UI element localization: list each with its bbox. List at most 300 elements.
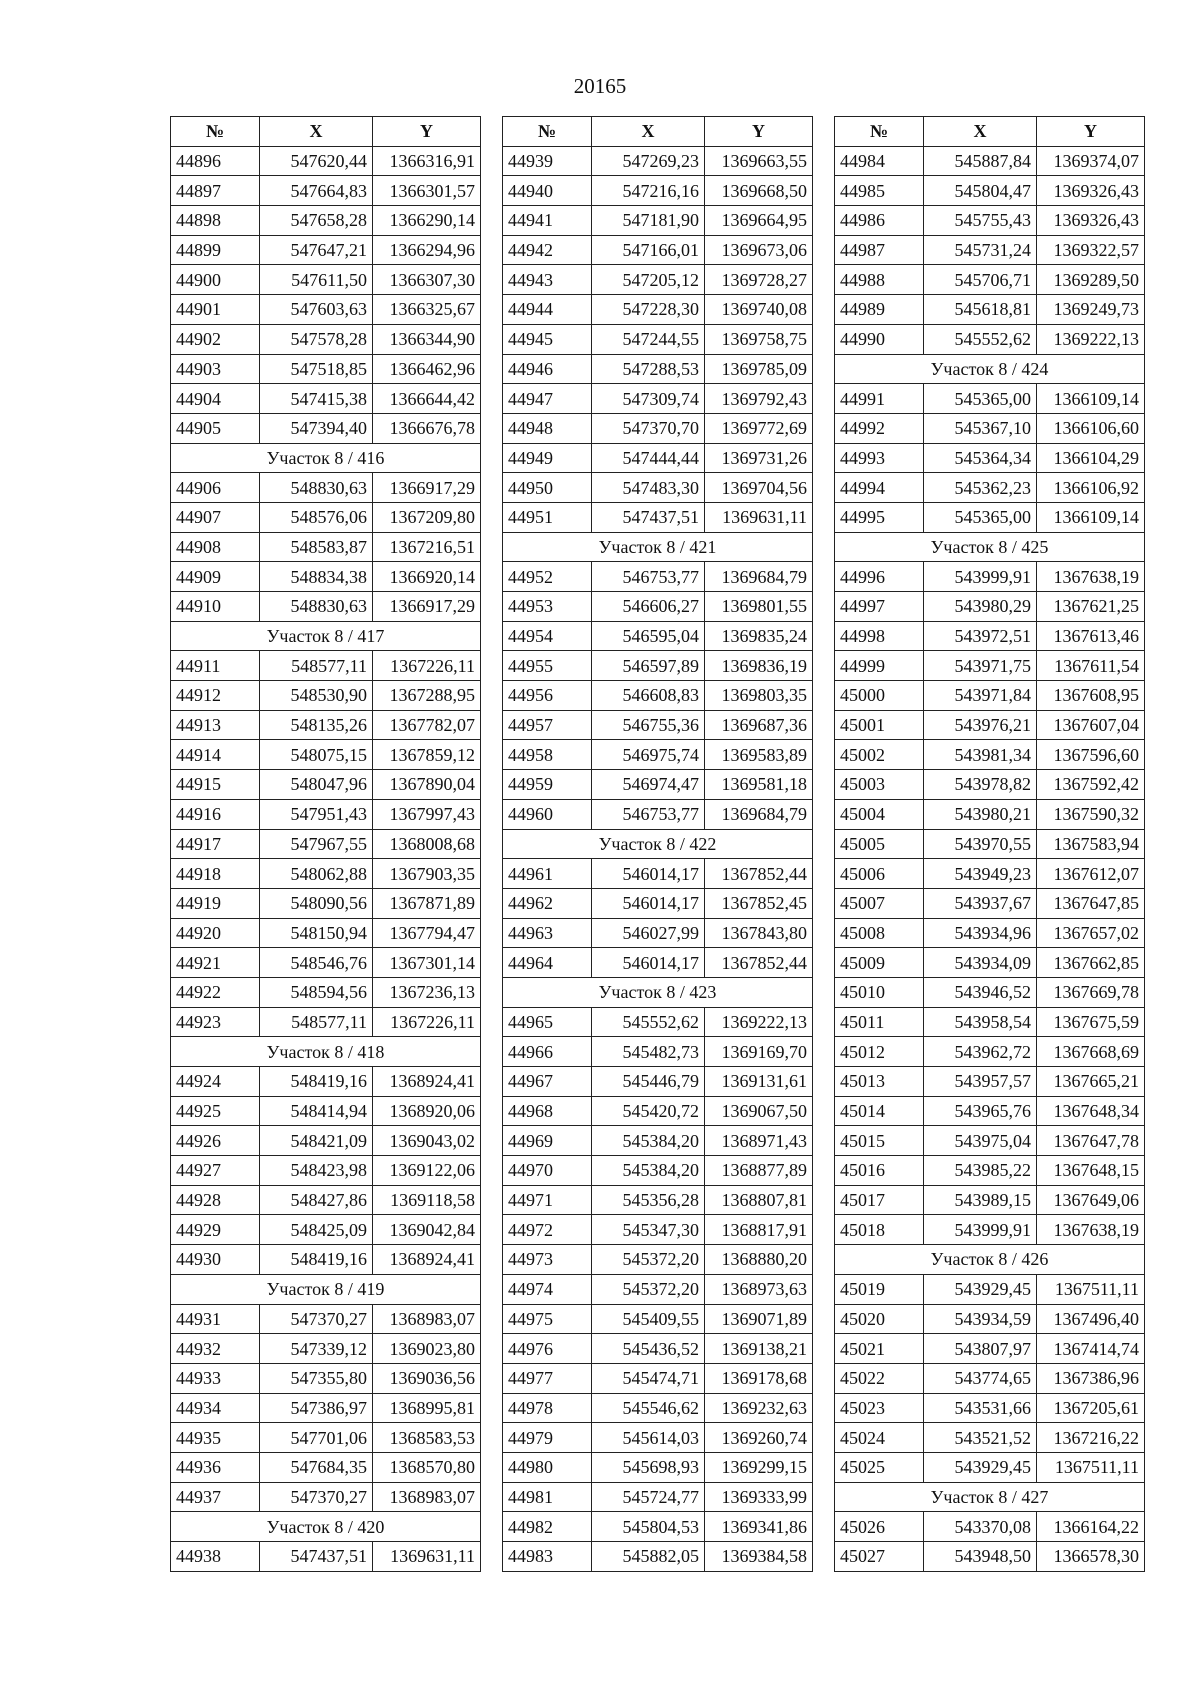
y-coordinate: 1368973,63 xyxy=(705,1274,813,1304)
table-row xyxy=(835,265,1145,295)
y-coordinate: 1368583,53 xyxy=(373,1423,481,1453)
x-coordinate: 543980,21 xyxy=(924,799,1037,829)
x-coordinate: 548425,09 xyxy=(260,1215,373,1245)
x-coordinate: 545552,62 xyxy=(924,324,1037,354)
section-row xyxy=(171,621,481,651)
x-coordinate: 545420,72 xyxy=(592,1096,705,1126)
point-number: 44949 xyxy=(503,443,592,473)
point-number: 44961 xyxy=(503,859,592,889)
y-coordinate: 1366917,29 xyxy=(373,592,481,622)
point-number: 45002 xyxy=(835,740,924,770)
x-coordinate: 543929,45 xyxy=(924,1452,1037,1482)
x-coordinate: 547578,28 xyxy=(260,324,373,354)
y-coordinate: 1369289,50 xyxy=(1037,265,1145,295)
point-number: 44967 xyxy=(503,1067,592,1097)
y-coordinate: 1369772,69 xyxy=(705,413,813,443)
point-number: 44994 xyxy=(835,473,924,503)
x-coordinate: 545614,03 xyxy=(592,1423,705,1453)
y-coordinate: 1367611,54 xyxy=(1037,651,1145,681)
table-row xyxy=(503,1452,813,1482)
point-number: 45014 xyxy=(835,1096,924,1126)
y-coordinate: 1369249,73 xyxy=(1037,295,1145,325)
table-row xyxy=(835,1156,1145,1186)
y-coordinate: 1369687,36 xyxy=(705,710,813,740)
x-coordinate: 546608,83 xyxy=(592,681,705,711)
table-row xyxy=(835,1185,1145,1215)
table-row xyxy=(171,1185,481,1215)
table-header-row xyxy=(171,117,481,147)
y-coordinate: 1368971,43 xyxy=(705,1126,813,1156)
point-number: 44939 xyxy=(503,146,592,176)
header-x: X xyxy=(924,117,1037,147)
table-row xyxy=(171,681,481,711)
y-coordinate: 1366917,29 xyxy=(373,473,481,503)
x-coordinate: 547370,70 xyxy=(592,413,705,443)
header-number: № xyxy=(171,117,260,147)
y-coordinate: 1369326,43 xyxy=(1037,206,1145,236)
y-coordinate: 1366307,30 xyxy=(373,265,481,295)
y-coordinate: 1367301,14 xyxy=(373,948,481,978)
x-coordinate: 547951,43 xyxy=(260,799,373,829)
y-coordinate: 1367386,96 xyxy=(1037,1363,1145,1393)
table-row xyxy=(171,265,481,295)
x-coordinate: 545804,47 xyxy=(924,176,1037,206)
x-coordinate: 547181,90 xyxy=(592,206,705,236)
point-number: 44896 xyxy=(171,146,260,176)
point-number: 45009 xyxy=(835,948,924,978)
x-coordinate: 546606,27 xyxy=(592,592,705,622)
x-coordinate: 545409,55 xyxy=(592,1304,705,1334)
x-coordinate: 545362,23 xyxy=(924,473,1037,503)
point-number: 45017 xyxy=(835,1185,924,1215)
x-coordinate: 543934,59 xyxy=(924,1304,1037,1334)
y-coordinate: 1369631,11 xyxy=(373,1542,481,1572)
y-coordinate: 1369374,07 xyxy=(1037,146,1145,176)
y-coordinate: 1367852,44 xyxy=(705,859,813,889)
y-coordinate: 1369728,27 xyxy=(705,265,813,295)
point-number: 44983 xyxy=(503,1542,592,1572)
section-title: Участок 8 / 424 xyxy=(835,354,1145,384)
point-number: 44990 xyxy=(835,324,924,354)
y-coordinate: 1369122,06 xyxy=(373,1156,481,1186)
x-coordinate: 546014,17 xyxy=(592,888,705,918)
table-row xyxy=(835,918,1145,948)
table-row xyxy=(503,592,813,622)
table-row xyxy=(503,1096,813,1126)
table-row xyxy=(171,1156,481,1186)
table-row xyxy=(503,681,813,711)
table-row xyxy=(171,1304,481,1334)
point-number: 44906 xyxy=(171,473,260,503)
x-coordinate: 543937,67 xyxy=(924,888,1037,918)
point-number: 45018 xyxy=(835,1215,924,1245)
x-coordinate: 548150,94 xyxy=(260,918,373,948)
point-number: 44987 xyxy=(835,235,924,265)
table-row xyxy=(503,1126,813,1156)
y-coordinate: 1366109,14 xyxy=(1037,502,1145,532)
x-coordinate: 543975,04 xyxy=(924,1126,1037,1156)
point-number: 44898 xyxy=(171,206,260,236)
table-row xyxy=(835,443,1145,473)
table-row xyxy=(835,799,1145,829)
table-row xyxy=(835,1393,1145,1423)
y-coordinate: 1369341,86 xyxy=(705,1512,813,1542)
table-row xyxy=(503,324,813,354)
y-coordinate: 1369704,56 xyxy=(705,473,813,503)
table-row xyxy=(503,1215,813,1245)
point-number: 44969 xyxy=(503,1126,592,1156)
point-number: 44907 xyxy=(171,502,260,532)
table-row xyxy=(835,888,1145,918)
x-coordinate: 548075,15 xyxy=(260,740,373,770)
y-coordinate: 1369169,70 xyxy=(705,1037,813,1067)
y-coordinate: 1367226,11 xyxy=(373,651,481,681)
point-number: 44947 xyxy=(503,384,592,414)
section-title: Участок 8 / 422 xyxy=(503,829,813,859)
x-coordinate: 548834,38 xyxy=(260,562,373,592)
table-row xyxy=(835,413,1145,443)
point-number: 45022 xyxy=(835,1363,924,1393)
y-coordinate: 1369668,50 xyxy=(705,176,813,206)
y-coordinate: 1367843,80 xyxy=(705,918,813,948)
y-coordinate: 1368008,68 xyxy=(373,829,481,859)
point-number: 45000 xyxy=(835,681,924,711)
point-number: 44977 xyxy=(503,1363,592,1393)
y-coordinate: 1367903,35 xyxy=(373,859,481,889)
x-coordinate: 548530,90 xyxy=(260,681,373,711)
table-row xyxy=(835,1007,1145,1037)
point-number: 45004 xyxy=(835,799,924,829)
point-number: 44936 xyxy=(171,1452,260,1482)
x-coordinate: 547664,83 xyxy=(260,176,373,206)
header-y: Y xyxy=(373,117,481,147)
y-coordinate: 1367647,85 xyxy=(1037,888,1145,918)
y-coordinate: 1369740,08 xyxy=(705,295,813,325)
point-number: 44934 xyxy=(171,1393,260,1423)
point-number: 44965 xyxy=(503,1007,592,1037)
x-coordinate: 545365,00 xyxy=(924,502,1037,532)
table-row xyxy=(503,473,813,503)
table-header-row xyxy=(835,117,1145,147)
table-row xyxy=(835,235,1145,265)
y-coordinate: 1367511,11 xyxy=(1037,1452,1145,1482)
table-row xyxy=(171,1542,481,1572)
y-coordinate: 1367596,60 xyxy=(1037,740,1145,770)
x-coordinate: 543934,96 xyxy=(924,918,1037,948)
table-row xyxy=(503,443,813,473)
y-coordinate: 1369023,80 xyxy=(373,1334,481,1364)
x-coordinate: 543948,50 xyxy=(924,1542,1037,1572)
table-row xyxy=(171,146,481,176)
y-coordinate: 1369071,89 xyxy=(705,1304,813,1334)
table-row xyxy=(503,1067,813,1097)
table-row xyxy=(835,651,1145,681)
table-row xyxy=(835,473,1145,503)
table-row xyxy=(171,977,481,1007)
x-coordinate: 543962,72 xyxy=(924,1037,1037,1067)
y-coordinate: 1369036,56 xyxy=(373,1363,481,1393)
x-coordinate: 543958,54 xyxy=(924,1007,1037,1037)
table-row xyxy=(503,265,813,295)
table-row xyxy=(835,1363,1145,1393)
point-number: 44996 xyxy=(835,562,924,592)
point-number: 44904 xyxy=(171,384,260,414)
point-number: 44946 xyxy=(503,354,592,384)
point-number: 45019 xyxy=(835,1274,924,1304)
y-coordinate: 1368877,89 xyxy=(705,1156,813,1186)
table-row xyxy=(503,1512,813,1542)
point-number: 44992 xyxy=(835,413,924,443)
x-coordinate: 548830,63 xyxy=(260,592,373,622)
x-coordinate: 545372,20 xyxy=(592,1245,705,1275)
point-number: 44972 xyxy=(503,1215,592,1245)
table-row xyxy=(171,651,481,681)
y-coordinate: 1369326,43 xyxy=(1037,176,1145,206)
x-coordinate: 543989,15 xyxy=(924,1185,1037,1215)
table-row xyxy=(835,948,1145,978)
section-row xyxy=(835,532,1145,562)
point-number: 44981 xyxy=(503,1482,592,1512)
point-number: 44941 xyxy=(503,206,592,236)
x-coordinate: 547684,35 xyxy=(260,1452,373,1482)
y-coordinate: 1369581,18 xyxy=(705,770,813,800)
point-number: 44963 xyxy=(503,918,592,948)
y-coordinate: 1368924,41 xyxy=(373,1245,481,1275)
y-coordinate: 1367648,15 xyxy=(1037,1156,1145,1186)
x-coordinate: 545372,20 xyxy=(592,1274,705,1304)
table-row xyxy=(171,1334,481,1364)
x-coordinate: 547370,27 xyxy=(260,1482,373,1512)
table-row xyxy=(503,621,813,651)
point-number: 44903 xyxy=(171,354,260,384)
y-coordinate: 1369836,19 xyxy=(705,651,813,681)
x-coordinate: 543531,66 xyxy=(924,1393,1037,1423)
y-coordinate: 1369631,11 xyxy=(705,502,813,532)
x-coordinate: 543978,82 xyxy=(924,770,1037,800)
table-row xyxy=(171,1126,481,1156)
table-row xyxy=(503,1037,813,1067)
coordinates-table-3 xyxy=(834,116,1145,1572)
point-number: 44910 xyxy=(171,592,260,622)
y-coordinate: 1367852,45 xyxy=(705,888,813,918)
point-number: 44920 xyxy=(171,918,260,948)
point-number: 44955 xyxy=(503,651,592,681)
y-coordinate: 1369684,79 xyxy=(705,562,813,592)
x-coordinate: 547611,50 xyxy=(260,265,373,295)
point-number: 44927 xyxy=(171,1156,260,1186)
point-number: 44917 xyxy=(171,829,260,859)
table-row xyxy=(503,651,813,681)
x-coordinate: 545731,24 xyxy=(924,235,1037,265)
y-coordinate: 1369792,43 xyxy=(705,384,813,414)
section-row xyxy=(503,977,813,1007)
point-number: 44945 xyxy=(503,324,592,354)
y-coordinate: 1367649,06 xyxy=(1037,1185,1145,1215)
table-row xyxy=(503,146,813,176)
point-number: 44943 xyxy=(503,265,592,295)
table-row xyxy=(503,1304,813,1334)
table-row xyxy=(171,592,481,622)
table-row xyxy=(835,1512,1145,1542)
table-row xyxy=(171,562,481,592)
table-row xyxy=(835,710,1145,740)
point-number: 44986 xyxy=(835,206,924,236)
table-row xyxy=(503,1156,813,1186)
x-coordinate: 546753,77 xyxy=(592,799,705,829)
x-coordinate: 543521,52 xyxy=(924,1423,1037,1453)
x-coordinate: 543971,84 xyxy=(924,681,1037,711)
y-coordinate: 1368880,20 xyxy=(705,1245,813,1275)
x-coordinate: 543929,45 xyxy=(924,1274,1037,1304)
y-coordinate: 1366106,60 xyxy=(1037,413,1145,443)
y-coordinate: 1367662,85 xyxy=(1037,948,1145,978)
y-coordinate: 1368570,80 xyxy=(373,1452,481,1482)
point-number: 45016 xyxy=(835,1156,924,1186)
y-coordinate: 1369131,61 xyxy=(705,1067,813,1097)
y-coordinate: 1367638,19 xyxy=(1037,562,1145,592)
point-number: 44960 xyxy=(503,799,592,829)
y-coordinate: 1367675,59 xyxy=(1037,1007,1145,1037)
section-title: Участок 8 / 420 xyxy=(171,1512,481,1542)
y-coordinate: 1366301,57 xyxy=(373,176,481,206)
x-coordinate: 547603,63 xyxy=(260,295,373,325)
point-number: 44901 xyxy=(171,295,260,325)
point-number: 45020 xyxy=(835,1304,924,1334)
x-coordinate: 545724,77 xyxy=(592,1482,705,1512)
y-coordinate: 1367638,19 xyxy=(1037,1215,1145,1245)
x-coordinate: 545546,62 xyxy=(592,1393,705,1423)
section-title: Участок 8 / 425 xyxy=(835,532,1145,562)
table-row xyxy=(835,977,1145,1007)
y-coordinate: 1367592,42 xyxy=(1037,770,1145,800)
point-number: 44998 xyxy=(835,621,924,651)
y-coordinate: 1366294,96 xyxy=(373,235,481,265)
section-title: Участок 8 / 423 xyxy=(503,977,813,1007)
point-number: 44959 xyxy=(503,770,592,800)
y-coordinate: 1369322,57 xyxy=(1037,235,1145,265)
table-row xyxy=(835,770,1145,800)
table-row xyxy=(503,1423,813,1453)
point-number: 44942 xyxy=(503,235,592,265)
y-coordinate: 1367205,61 xyxy=(1037,1393,1145,1423)
header-y: Y xyxy=(705,117,813,147)
table-row xyxy=(503,918,813,948)
point-number: 45010 xyxy=(835,977,924,1007)
y-coordinate: 1367209,80 xyxy=(373,502,481,532)
point-number: 44985 xyxy=(835,176,924,206)
y-coordinate: 1367997,43 xyxy=(373,799,481,829)
y-coordinate: 1368817,91 xyxy=(705,1215,813,1245)
point-number: 44962 xyxy=(503,888,592,918)
y-coordinate: 1369684,79 xyxy=(705,799,813,829)
y-coordinate: 1368983,07 xyxy=(373,1482,481,1512)
section-row xyxy=(503,532,813,562)
x-coordinate: 545384,20 xyxy=(592,1156,705,1186)
y-coordinate: 1367607,04 xyxy=(1037,710,1145,740)
point-number: 45015 xyxy=(835,1126,924,1156)
point-number: 44923 xyxy=(171,1007,260,1037)
table-row xyxy=(835,384,1145,414)
table-row xyxy=(835,1126,1145,1156)
table-row xyxy=(171,324,481,354)
point-number: 44922 xyxy=(171,977,260,1007)
y-coordinate: 1367859,12 xyxy=(373,740,481,770)
y-coordinate: 1366578,30 xyxy=(1037,1542,1145,1572)
y-coordinate: 1367621,25 xyxy=(1037,592,1145,622)
point-number: 44950 xyxy=(503,473,592,503)
point-number: 44940 xyxy=(503,176,592,206)
y-coordinate: 1366644,42 xyxy=(373,384,481,414)
table-row xyxy=(171,1423,481,1453)
table-row xyxy=(171,502,481,532)
section-title: Участок 8 / 417 xyxy=(171,621,481,651)
x-coordinate: 547518,85 xyxy=(260,354,373,384)
y-coordinate: 1369333,99 xyxy=(705,1482,813,1512)
table-row xyxy=(503,1542,813,1572)
x-coordinate: 547437,51 xyxy=(260,1542,373,1572)
x-coordinate: 543980,29 xyxy=(924,592,1037,622)
table-row xyxy=(171,799,481,829)
x-coordinate: 547244,55 xyxy=(592,324,705,354)
table-row xyxy=(171,1482,481,1512)
section-title: Участок 8 / 421 xyxy=(503,532,813,562)
x-coordinate: 547437,51 xyxy=(592,502,705,532)
x-coordinate: 547166,01 xyxy=(592,235,705,265)
point-number: 44919 xyxy=(171,888,260,918)
y-coordinate: 1367669,78 xyxy=(1037,977,1145,1007)
point-number: 44938 xyxy=(171,1542,260,1572)
section-title: Участок 8 / 427 xyxy=(835,1482,1145,1512)
x-coordinate: 548427,86 xyxy=(260,1185,373,1215)
x-coordinate: 548047,96 xyxy=(260,770,373,800)
table-row xyxy=(835,681,1145,711)
x-coordinate: 543981,34 xyxy=(924,740,1037,770)
y-coordinate: 1367613,46 xyxy=(1037,621,1145,651)
y-coordinate: 1369260,74 xyxy=(705,1423,813,1453)
table-row xyxy=(835,1334,1145,1364)
table-row xyxy=(835,206,1145,236)
section-title: Участок 8 / 426 xyxy=(835,1245,1145,1275)
y-coordinate: 1369222,13 xyxy=(1037,324,1145,354)
section-row xyxy=(503,829,813,859)
x-coordinate: 547658,28 xyxy=(260,206,373,236)
point-number: 44976 xyxy=(503,1334,592,1364)
point-number: 44989 xyxy=(835,295,924,325)
point-number: 44954 xyxy=(503,621,592,651)
table-row xyxy=(171,354,481,384)
point-number: 44993 xyxy=(835,443,924,473)
y-coordinate: 1366325,67 xyxy=(373,295,481,325)
x-coordinate: 548594,56 xyxy=(260,977,373,1007)
y-coordinate: 1369731,26 xyxy=(705,443,813,473)
x-coordinate: 547288,53 xyxy=(592,354,705,384)
point-number: 44958 xyxy=(503,740,592,770)
y-coordinate: 1367871,89 xyxy=(373,888,481,918)
point-number: 45012 xyxy=(835,1037,924,1067)
table-row xyxy=(171,1452,481,1482)
x-coordinate: 545446,79 xyxy=(592,1067,705,1097)
y-coordinate: 1369801,55 xyxy=(705,592,813,622)
point-number: 44952 xyxy=(503,562,592,592)
x-coordinate: 548419,16 xyxy=(260,1245,373,1275)
point-number: 45025 xyxy=(835,1452,924,1482)
y-coordinate: 1369118,58 xyxy=(373,1185,481,1215)
x-coordinate: 548062,88 xyxy=(260,859,373,889)
table-row xyxy=(503,206,813,236)
point-number: 44930 xyxy=(171,1245,260,1275)
point-number: 44978 xyxy=(503,1393,592,1423)
table-row xyxy=(171,740,481,770)
